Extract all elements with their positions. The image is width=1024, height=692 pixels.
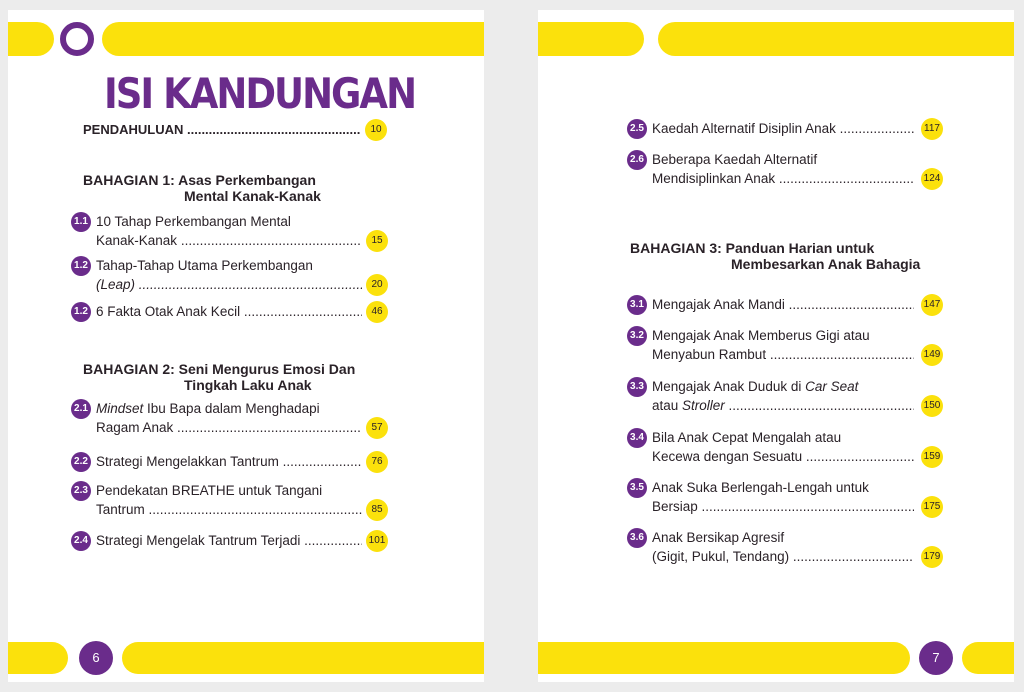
toc-entry-title: Strategi Mengelakkan Tantrum .....: [96, 452, 362, 471]
page-number-badge: 57: [366, 417, 388, 439]
toc-entry-title: Kecewa dengan Sesuatu .....: [652, 447, 914, 466]
toc-entry-title: Anak Bersikap Agresif: [652, 530, 785, 545]
page-number-badge: 149: [921, 344, 943, 366]
page-number-badge: 179: [921, 546, 943, 568]
right-page: [538, 10, 1014, 682]
section-heading-line: BAHAGIAN 1: Asas Perkembangan: [83, 172, 316, 188]
page-number-badge: 124: [921, 168, 943, 190]
section-heading-line: BAHAGIAN 2: Seni Mengurus Emosi Dan: [83, 361, 356, 377]
page-number-badge: 159: [921, 446, 943, 468]
bottom-bar-right-stub: [962, 642, 1014, 674]
page-title: ISI KANDUNGAN: [104, 70, 416, 119]
toc-entry-3-2[interactable]: [630, 326, 941, 364]
toc-entry-title-italic: Mindset: [96, 401, 144, 416]
toc-entry-title: Mengajak Anak Duduk di: [652, 379, 806, 394]
toc-entry-3-6[interactable]: [630, 528, 941, 566]
section-heading-part3: [630, 240, 970, 272]
toc-entry-3-5[interactable]: [630, 478, 941, 516]
toc-entry-title: Kaedah Alternatif Disiplin Anak .....: [652, 119, 914, 138]
bottom-bar-left-stub: [8, 642, 68, 674]
toc-entry-1-2[interactable]: [74, 256, 383, 294]
toc-entry-title: Kanak-Kanak .....: [96, 231, 362, 250]
footer-page-number: 7: [919, 641, 953, 675]
toc-entry-1-1[interactable]: [74, 212, 383, 250]
section-number-badge: 1.2: [71, 256, 91, 276]
top-bar: [102, 22, 484, 56]
circle-ring-icon: [60, 22, 94, 56]
toc-entry-title: Strategi Mengelak Tantrum Terjadi .....: [96, 531, 362, 550]
page-number-badge: 101: [366, 530, 388, 552]
toc-entry-title: Bila Anak Cepat Mengalah atau: [652, 430, 842, 445]
section-heading-line: BAHAGIAN 3: Panduan Harian untuk: [630, 240, 875, 256]
toc-entry-title: Beberapa Kaedah Alternatif: [652, 152, 818, 167]
toc-entry-title: Menyabun Rambut .....: [652, 345, 914, 364]
left-page: [8, 10, 484, 682]
section-heading-part1: [83, 172, 383, 204]
top-bar-left-stub: [538, 22, 644, 56]
toc-entry-title: 6 Fakta Otak Anak Kecil .....: [96, 302, 362, 321]
page-number-badge: 147: [921, 294, 943, 316]
section-number-badge: 3.1: [627, 295, 647, 315]
toc-entry-3-4[interactable]: [630, 428, 941, 466]
page-number-badge: 10: [365, 119, 387, 141]
toc-entry-title-italic: Stroller: [682, 398, 725, 413]
toc-entry-2-1[interactable]: [74, 399, 383, 437]
toc-entry-title: Mengajak Anak Mandi .....: [652, 295, 914, 314]
toc-entry-title: (Leap) .....: [96, 275, 362, 294]
bottom-bar: [538, 642, 910, 674]
section-number-badge: 2.5: [627, 119, 647, 139]
toc-entry-title: (Gigit, Pukul, Tendang) .....: [652, 547, 914, 566]
section-number-badge: 2.6: [627, 150, 647, 170]
toc-entry-2-3[interactable]: [74, 481, 383, 519]
section-heading-line: Mental Kanak-Kanak: [184, 188, 321, 204]
section-number-badge: 2.2: [71, 452, 91, 472]
toc-entry-title: Ibu Bapa dalam Menghadapi: [143, 401, 320, 416]
section-number-badge: 2.3: [71, 481, 91, 501]
section-heading-line: Tingkah Laku Anak: [184, 377, 312, 393]
toc-entry-2-6[interactable]: [630, 150, 941, 188]
toc-entry-pendahuluan[interactable]: [83, 120, 382, 139]
section-number-badge: 2.4: [71, 531, 91, 551]
page-number-badge: 150: [921, 395, 943, 417]
page-number-badge: 20: [366, 274, 388, 296]
toc-entry-title: Ragam Anak .....: [96, 418, 362, 437]
page-number-badge: 76: [366, 451, 388, 473]
section-number-badge: 1.1: [71, 212, 91, 232]
toc-entry-title: 10 Tahap Perkembangan Mental: [96, 214, 291, 229]
toc-entry-title: Tantrum .....: [96, 500, 362, 519]
section-number-badge: 1.2: [71, 302, 91, 322]
top-bar-left-stub: [8, 22, 54, 56]
section-number-badge: 3.6: [627, 528, 647, 548]
section-number-badge: 3.2: [627, 326, 647, 346]
toc-entry-title: Bersiap .....: [652, 497, 914, 516]
top-bar: [658, 22, 1014, 56]
toc-entry-3-1[interactable]: [630, 295, 941, 314]
section-heading-part2: [83, 361, 413, 393]
toc-entry-title: Mendisiplinkan Anak .....: [652, 169, 914, 188]
toc-entry-title: atau: [652, 398, 683, 413]
page-number-badge: 175: [921, 496, 943, 518]
toc-entry-label: PENDAHULUAN .....: [83, 120, 361, 139]
bottom-bar: [122, 642, 484, 674]
toc-entry-1-3[interactable]: [74, 302, 383, 321]
toc-entry-title: Tahap-Tahap Utama Perkembangan: [96, 258, 313, 273]
section-number-badge: 3.3: [627, 377, 647, 397]
toc-entry-title-italic: Car Seat: [805, 379, 859, 394]
section-heading-line: Membesarkan Anak Bahagia: [731, 256, 921, 272]
toc-entry-3-3[interactable]: [630, 377, 941, 415]
page-number-badge: 117: [921, 118, 943, 140]
toc-entry-title: Anak Suka Berlengah-Lengah untuk: [652, 480, 869, 495]
page-number-badge: 46: [366, 301, 388, 323]
section-number-badge: 3.5: [627, 478, 647, 498]
page-number-badge: 15: [366, 230, 388, 252]
toc-entry-title: Pendekatan BREATHE untuk Tangani: [96, 483, 323, 498]
toc-entry-2-2[interactable]: [74, 452, 383, 471]
section-number-badge: 2.1: [71, 399, 91, 419]
page-number-badge: 85: [366, 499, 388, 521]
toc-entry-2-4[interactable]: [74, 531, 386, 550]
section-number-badge: 3.4: [627, 428, 647, 448]
toc-entry-2-5[interactable]: [630, 119, 940, 138]
footer-page-number: 6: [79, 641, 113, 675]
toc-entry-title: Mengajak Anak Memberus Gigi atau: [652, 328, 870, 343]
